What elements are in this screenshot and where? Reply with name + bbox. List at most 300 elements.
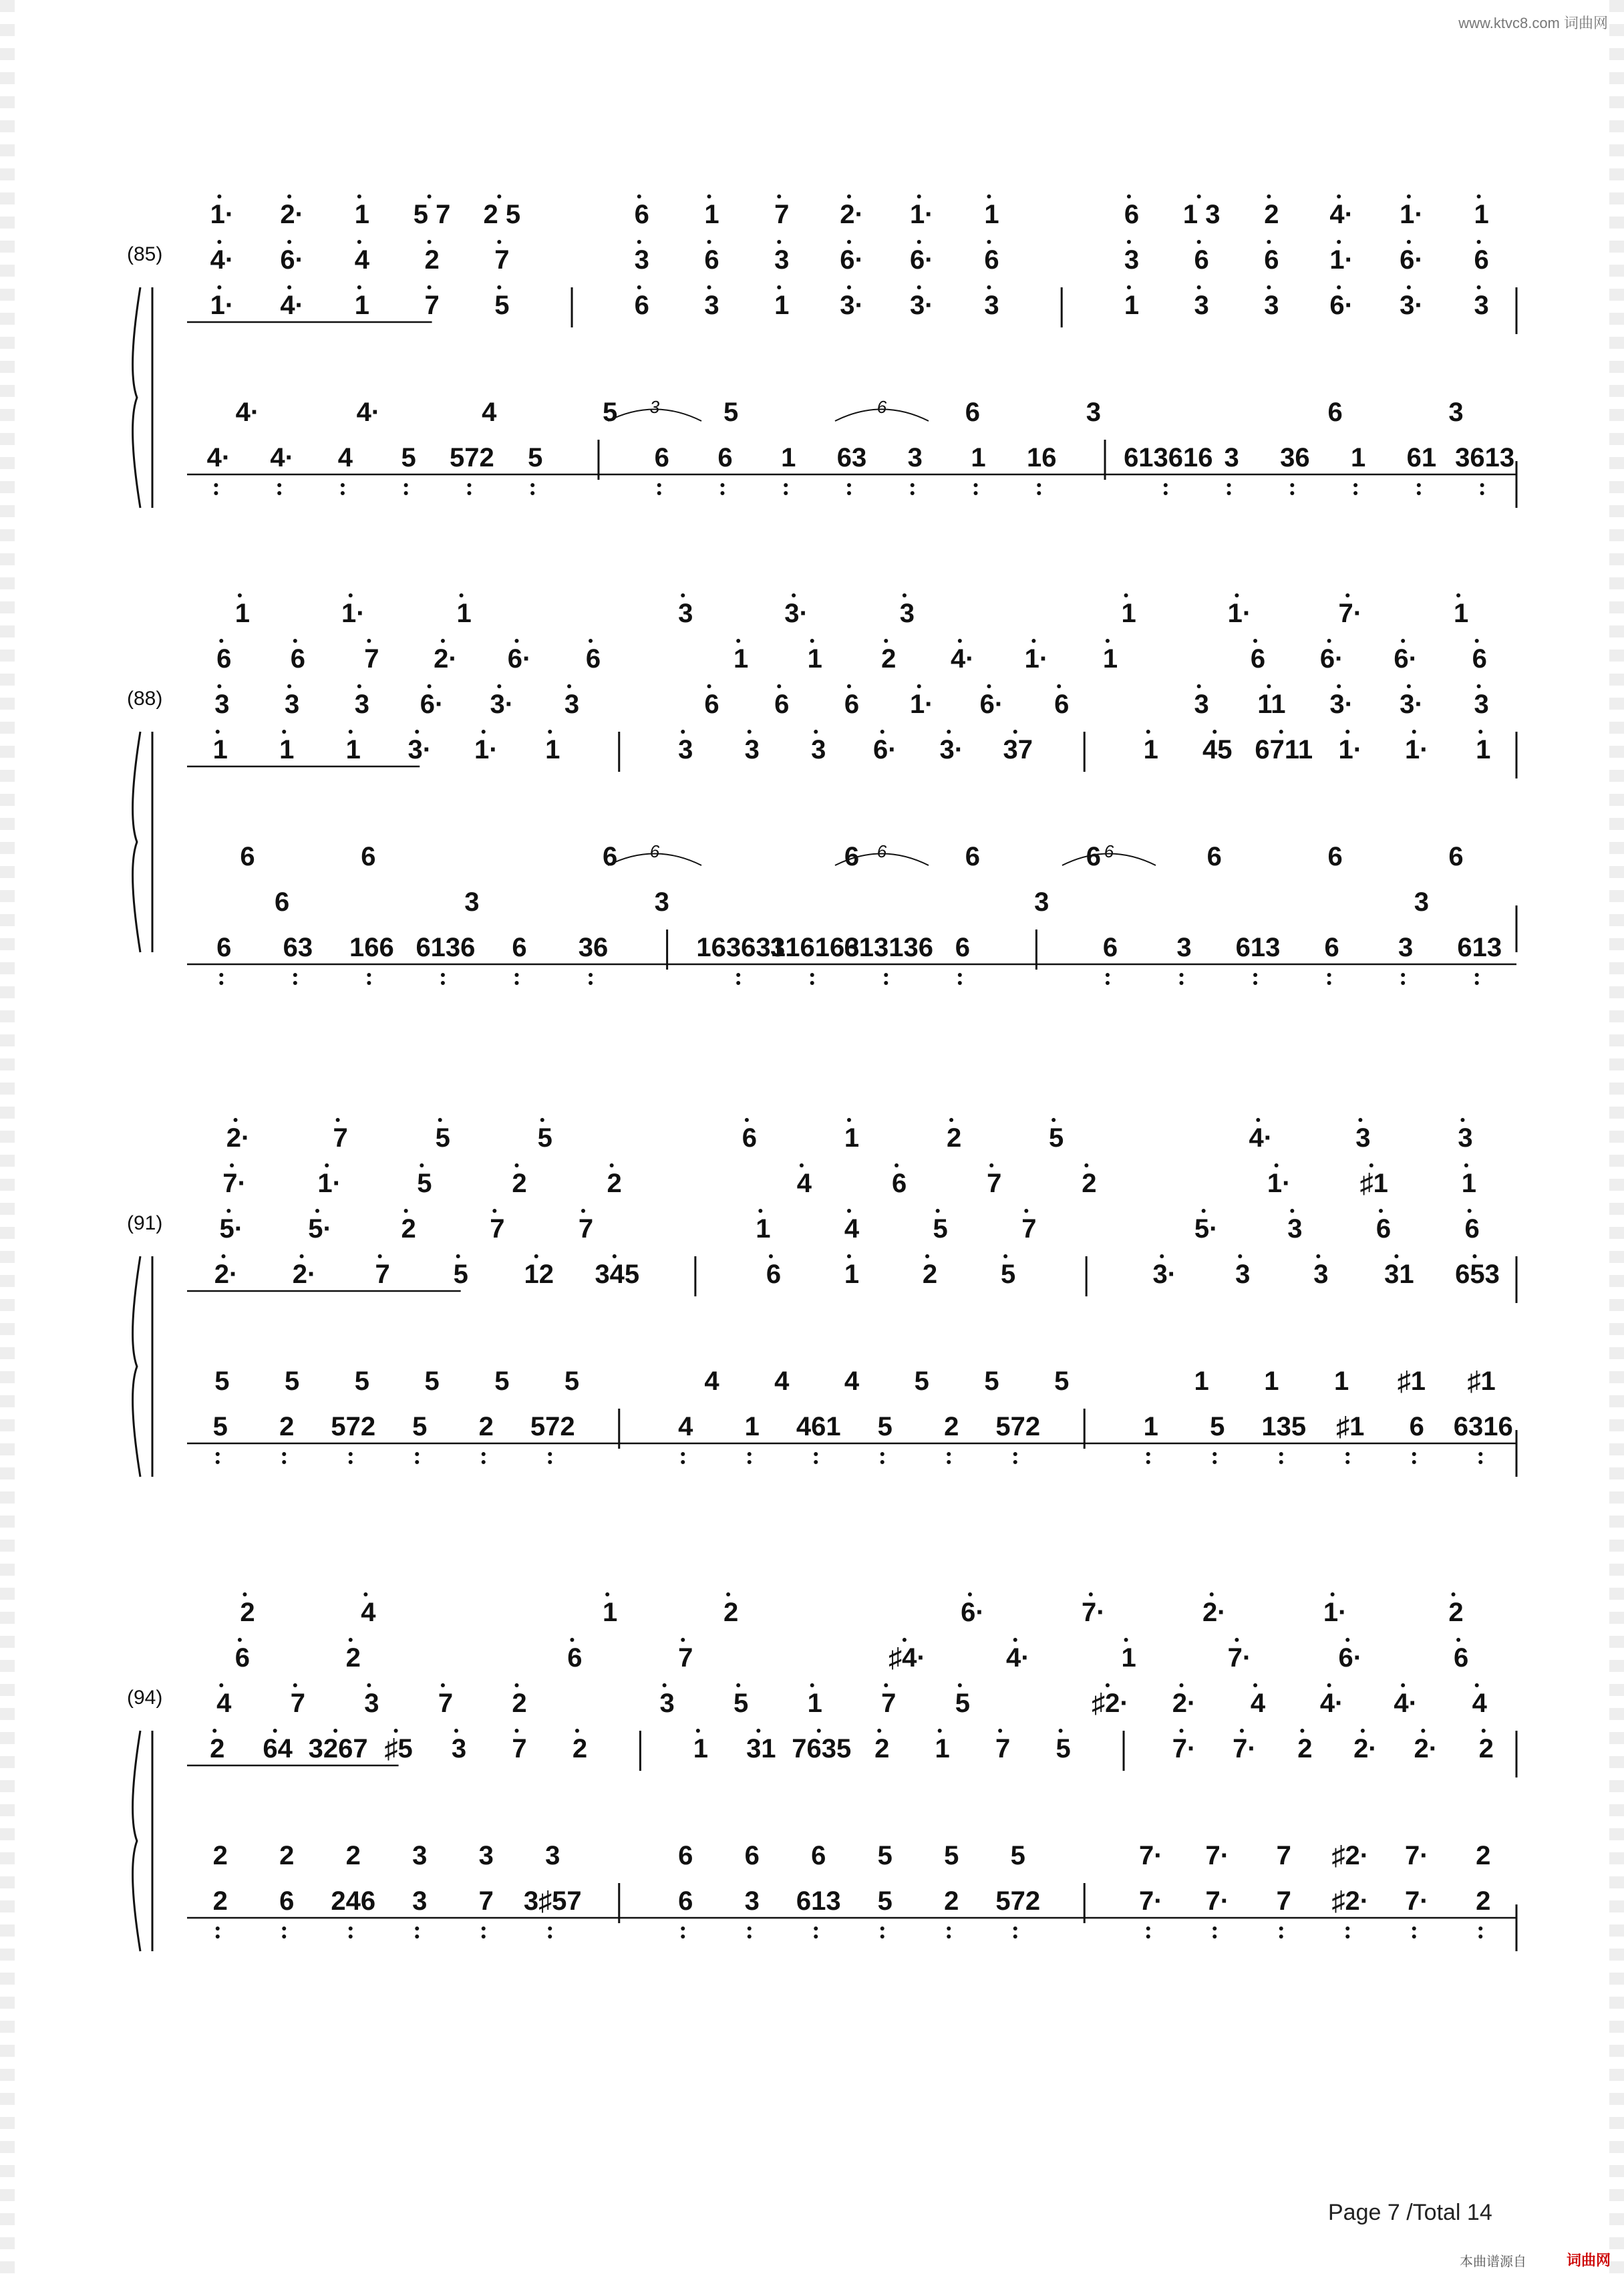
rh-note: 4·	[280, 291, 304, 320]
rh-note: ♯2·	[1092, 1689, 1129, 1718]
rh-note: 1	[844, 1260, 860, 1289]
lh-note: 7·	[1404, 1886, 1429, 1916]
measure-number: (91)	[127, 1212, 163, 1234]
octave-dot	[216, 1926, 220, 1931]
lh-note: ♯2·	[1331, 1886, 1369, 1916]
octave-dot	[1417, 483, 1421, 487]
octave-dot	[1327, 639, 1331, 643]
grand-staff-brace	[133, 1731, 140, 1951]
octave-dot	[947, 1452, 951, 1456]
lh-note: 4	[678, 1412, 693, 1441]
octave-dot	[998, 1729, 1002, 1733]
octave-dot	[363, 1592, 367, 1596]
octave-dot	[880, 1926, 884, 1931]
rh-note: 1	[1102, 644, 1118, 674]
octave-dot	[895, 1163, 899, 1167]
octave-dot	[800, 1163, 804, 1167]
octave-dot	[1327, 981, 1331, 985]
rh-note: 3	[451, 1734, 467, 1763]
rh-note: 1·	[1267, 1169, 1291, 1198]
rh-note: 1	[1453, 599, 1469, 628]
rh-note: 4·	[1005, 1643, 1030, 1673]
octave-dot	[428, 285, 432, 289]
lh-note: 6	[1327, 398, 1343, 427]
rh-note: 7	[364, 644, 379, 674]
octave-dot	[947, 1926, 951, 1931]
octave-dot	[1146, 730, 1150, 734]
rh-note: 3	[1474, 690, 1489, 719]
octave-dot	[1345, 1460, 1349, 1464]
octave-dot	[1475, 1683, 1479, 1687]
octave-dot	[1478, 1926, 1482, 1931]
rh-note: 2·	[1414, 1734, 1438, 1763]
rh-note: 1·	[210, 291, 234, 320]
octave-dot	[681, 1926, 685, 1931]
lh-note: 5	[424, 1367, 440, 1396]
rh-note: 2·	[1353, 1734, 1377, 1763]
rh-note: 3	[678, 735, 693, 764]
measure-number: (94)	[127, 1687, 163, 1709]
rh-note: 3·	[1329, 690, 1353, 719]
rh-note: 1	[1474, 200, 1489, 229]
octave-dot	[1106, 1683, 1110, 1687]
octave-dot	[1412, 1926, 1416, 1931]
octave-dot	[497, 684, 501, 688]
lh-note: 7	[1276, 1841, 1291, 1870]
octave-dot	[219, 639, 223, 643]
octave-dot	[1379, 1209, 1383, 1213]
lh-note: 6	[654, 443, 669, 472]
octave-dot	[1146, 1926, 1150, 1931]
octave-dot	[482, 1926, 486, 1931]
octave-dot	[357, 194, 361, 198]
rh-note: 6	[704, 690, 719, 719]
octave-dot	[567, 684, 571, 688]
octave-dot	[720, 483, 724, 487]
octave-dot	[441, 1683, 445, 1687]
octave-dot	[736, 1683, 740, 1687]
lh-note: 7·	[1138, 1886, 1163, 1916]
octave-dot	[1464, 1163, 1468, 1167]
rh-note: 2·	[1202, 1598, 1227, 1627]
octave-dot	[1345, 1935, 1349, 1939]
octave-dot	[1279, 1452, 1283, 1456]
octave-dot	[748, 1452, 752, 1456]
rh-note: 2	[424, 245, 440, 275]
octave-dot	[748, 1460, 752, 1464]
rh-note: 3·	[909, 291, 934, 320]
octave-dot	[1477, 285, 1481, 289]
octave-dot	[613, 1254, 617, 1258]
lh-note: 5	[412, 1412, 428, 1441]
lh-note: 6	[717, 443, 733, 472]
lh-note: ♯2·	[1331, 1841, 1369, 1870]
lh-note: 5	[564, 1367, 580, 1396]
rh-note: 31	[746, 1734, 776, 1763]
octave-dot	[1180, 1729, 1184, 1733]
octave-dot	[1253, 1683, 1257, 1687]
lh-note: 3613	[1455, 443, 1515, 472]
octave-dot	[777, 194, 781, 198]
rh-note: 4·	[1394, 1689, 1418, 1718]
rh-note: 5	[1055, 1734, 1071, 1763]
octave-dot	[958, 639, 962, 643]
lh-note: 5	[1010, 1841, 1025, 1870]
lh-note: 3	[1448, 398, 1464, 427]
rh-note: 3	[1264, 291, 1279, 320]
lh-note: 1	[1350, 443, 1366, 472]
octave-dot	[349, 1460, 353, 1464]
rh-note: 7	[494, 245, 510, 275]
rh-note: 7·	[1233, 1734, 1257, 1763]
lh-note: 5	[401, 443, 416, 472]
lh-note: 6	[965, 398, 981, 427]
octave-dot	[1279, 730, 1283, 734]
octave-dot	[349, 1935, 353, 1939]
octave-dot	[216, 1935, 220, 1939]
octave-dot	[349, 730, 353, 734]
rh-note: 4·	[210, 245, 234, 275]
octave-dot	[681, 593, 685, 597]
octave-dot	[707, 285, 711, 289]
lh-note: 5	[914, 1367, 929, 1396]
lh-note: 7	[478, 1886, 494, 1916]
octave-dot	[681, 1452, 685, 1456]
rh-note: 6	[1054, 690, 1070, 719]
rh-note: 6	[844, 690, 860, 719]
octave-dot	[287, 194, 291, 198]
octave-dot	[1124, 1638, 1128, 1642]
octave-dot	[1345, 1926, 1349, 1931]
rh-note: 6	[634, 291, 649, 320]
octave-dot	[1456, 1638, 1460, 1642]
octave-dot	[428, 194, 432, 198]
octave-dot	[1256, 1118, 1260, 1122]
octave-dot	[415, 1460, 419, 1464]
rh-note: 3·	[784, 599, 808, 628]
octave-dot	[1197, 285, 1201, 289]
rh-note: 1·	[317, 1169, 342, 1198]
octave-dot	[216, 1460, 220, 1464]
lh-note: 6	[678, 1886, 693, 1916]
octave-dot	[534, 1254, 538, 1258]
lh-note: 6	[216, 933, 232, 962]
octave-dot	[1480, 483, 1484, 487]
rh-note: 3	[659, 1689, 675, 1718]
octave-dot	[1345, 730, 1349, 734]
octave-dot	[707, 684, 711, 688]
lh-note: 6	[275, 887, 290, 917]
octave-dot	[1300, 1729, 1304, 1733]
lh-note: 1	[1194, 1367, 1209, 1396]
octave-dot	[1337, 285, 1341, 289]
rh-note: 1	[354, 291, 369, 320]
octave-dot	[548, 1935, 552, 1939]
rh-note: ♯5	[384, 1734, 413, 1763]
octave-dot	[570, 1638, 574, 1642]
octave-dot	[293, 639, 297, 643]
octave-dot	[847, 240, 851, 244]
octave-dot	[748, 1926, 752, 1931]
octave-dot	[681, 1460, 685, 1464]
octave-dot	[681, 1935, 685, 1939]
lh-note: 3	[1176, 933, 1192, 962]
octave-dot	[515, 639, 519, 643]
rh-note: 7	[678, 1643, 693, 1673]
octave-dot	[460, 593, 464, 597]
octave-dot	[758, 1209, 762, 1213]
rh-note: 1	[603, 1598, 618, 1627]
rh-note: 6·	[961, 1598, 985, 1627]
octave-dot	[1412, 1460, 1416, 1464]
octave-dot	[404, 491, 408, 495]
octave-dot	[817, 1729, 821, 1733]
lh-note: 2	[944, 1412, 959, 1441]
octave-dot	[277, 483, 281, 487]
grand-staff-brace	[133, 287, 140, 508]
octave-dot	[336, 1118, 340, 1122]
octave-dot	[696, 1729, 700, 1733]
rh-note: 2	[1264, 200, 1279, 229]
octave-dot	[1197, 194, 1201, 198]
rh-note: 7·	[1082, 1598, 1106, 1627]
octave-dot	[657, 491, 661, 495]
octave-dot	[748, 1935, 752, 1939]
rh-note: 1	[734, 644, 749, 674]
lh-note: 5	[603, 398, 618, 427]
rh-note: 6	[766, 1260, 782, 1289]
lh-note: 3	[412, 1886, 428, 1916]
octave-dot	[1477, 240, 1481, 244]
octave-dot	[736, 981, 740, 985]
lh-note: 3♯57	[523, 1886, 582, 1916]
octave-dot	[989, 1163, 993, 1167]
rh-note: 1	[1121, 1643, 1136, 1673]
rh-note: 3	[634, 245, 649, 275]
octave-dot	[282, 1926, 286, 1931]
octave-dot	[282, 1935, 286, 1939]
lh-note: 3	[412, 1841, 428, 1870]
lh-note: 5	[877, 1841, 892, 1870]
octave-dot	[1407, 285, 1411, 289]
rh-note: 7	[424, 291, 440, 320]
octave-dot	[1316, 1254, 1320, 1258]
lh-note: 5	[877, 1412, 892, 1441]
octave-dot	[1146, 1460, 1150, 1464]
rh-note: 1·	[1323, 1598, 1347, 1627]
rh-note: 2·	[226, 1123, 251, 1153]
octave-dot	[974, 491, 978, 495]
lh-note: 6	[1448, 842, 1464, 871]
tuplet-number: 3	[649, 397, 660, 417]
tuplet-number: 6	[876, 397, 887, 417]
octave-dot	[1013, 730, 1017, 734]
rh-note: 6·	[979, 690, 1004, 719]
octave-dot	[958, 981, 962, 985]
rh-note: 7	[881, 1689, 897, 1718]
rh-note: 1·	[474, 735, 498, 764]
lh-note: 3	[545, 1841, 560, 1870]
lh-note: 246	[331, 1886, 376, 1916]
octave-dot	[769, 1254, 773, 1258]
lh-note: 5	[214, 1367, 230, 1396]
octave-dot	[1407, 194, 1411, 198]
octave-dot	[1164, 491, 1168, 495]
octave-dot	[1106, 973, 1110, 977]
octave-dot	[1267, 684, 1271, 688]
lh-note: 4·	[206, 443, 231, 472]
rh-note: 2	[345, 1643, 361, 1673]
octave-dot	[726, 1592, 730, 1596]
octave-dot	[219, 1683, 223, 1687]
lh-note: 6	[512, 933, 527, 962]
octave-dot	[1401, 639, 1405, 643]
octave-dot	[1421, 1729, 1425, 1733]
rh-note: 6	[984, 245, 999, 275]
octave-dot	[214, 491, 218, 495]
octave-dot	[947, 1935, 951, 1939]
rh-note: 6·	[1329, 291, 1353, 320]
octave-dot	[1037, 483, 1041, 487]
grand-staff-brace	[133, 732, 140, 952]
octave-dot	[497, 285, 501, 289]
rh-note: 6·	[909, 245, 934, 275]
lh-note: 613	[1235, 933, 1281, 962]
octave-dot	[394, 1729, 398, 1733]
rh-note: 6·	[840, 245, 864, 275]
octave-dot	[1337, 240, 1341, 244]
rh-note: 7	[290, 1689, 305, 1718]
rh-note: 6	[290, 644, 305, 674]
lh-note: 36	[1280, 443, 1310, 472]
rh-note: 7·	[1227, 1643, 1252, 1673]
lh-note: ♯1	[1467, 1367, 1496, 1396]
octave-dot	[467, 483, 471, 487]
lh-note: 2	[478, 1412, 494, 1441]
octave-dot	[663, 1683, 667, 1687]
rh-note: 6	[1453, 1643, 1469, 1673]
octave-dot	[540, 1118, 544, 1122]
octave-dot	[378, 1254, 382, 1258]
rh-note: 5	[933, 1214, 948, 1244]
rh-note: 2·	[1172, 1689, 1196, 1718]
rh-note: 7	[375, 1260, 390, 1289]
rh-note: 5	[1000, 1260, 1016, 1289]
octave-dot	[748, 730, 752, 734]
octave-dot	[515, 973, 519, 977]
rh-note: 3	[774, 245, 790, 275]
octave-dot	[810, 973, 814, 977]
lh-note: 7·	[1404, 1841, 1429, 1870]
octave-dot	[745, 1118, 749, 1122]
octave-dot	[1197, 684, 1201, 688]
rh-note: 6	[567, 1643, 583, 1673]
octave-dot	[938, 1729, 942, 1733]
rh-note: 6711	[1255, 735, 1313, 764]
octave-dot	[1482, 1729, 1486, 1733]
grand-staff-brace	[133, 1256, 140, 1477]
lh-note: 572	[995, 1886, 1041, 1916]
rh-note: 5·	[219, 1214, 244, 1244]
lh-note: 3	[1034, 887, 1049, 917]
octave-dot	[847, 1118, 851, 1122]
rh-note: 1	[345, 735, 361, 764]
octave-dot	[415, 1452, 419, 1456]
rh-note: 4	[844, 1214, 860, 1244]
rh-note: 3·	[408, 735, 432, 764]
rh-note: 2	[922, 1260, 938, 1289]
lh-note: 5	[723, 398, 739, 427]
lh-note: 61	[1406, 443, 1437, 472]
rh-note: 7	[578, 1214, 594, 1244]
octave-dot	[428, 240, 432, 244]
rh-note: 4	[216, 1689, 232, 1718]
octave-dot	[1345, 1638, 1349, 1642]
rh-note: 3·	[939, 735, 964, 764]
octave-dot	[1331, 1592, 1335, 1596]
rh-note: 4	[1250, 1689, 1266, 1718]
octave-dot	[482, 1452, 486, 1456]
octave-dot	[1267, 285, 1271, 289]
octave-dot	[1290, 491, 1294, 495]
octave-dot	[917, 194, 921, 198]
rh-note: 2	[1478, 1734, 1494, 1763]
tuplet-number: 6	[876, 841, 887, 861]
lh-note: 3	[654, 887, 669, 917]
octave-dot	[911, 491, 915, 495]
octave-dot	[441, 639, 445, 643]
octave-dot	[637, 240, 641, 244]
lh-note: 4	[482, 398, 497, 427]
rh-note: 6·	[420, 690, 444, 719]
octave-dot	[589, 973, 593, 977]
rh-note: 6	[1375, 1214, 1392, 1244]
octave-dot	[1212, 1926, 1216, 1931]
octave-dot	[1279, 1935, 1283, 1939]
octave-dot	[1124, 593, 1128, 597]
octave-dot	[605, 1592, 609, 1596]
octave-dot	[1475, 639, 1479, 643]
octave-dot	[300, 1254, 304, 1258]
octave-dot	[1275, 1163, 1279, 1167]
octave-dot	[293, 981, 297, 985]
octave-dot	[1127, 240, 1131, 244]
rh-note: 2	[1297, 1734, 1313, 1763]
octave-dot	[548, 1926, 552, 1931]
lh-note: 1	[1143, 1412, 1158, 1441]
octave-dot	[581, 1209, 585, 1213]
rh-note: 2	[512, 1169, 527, 1198]
octave-dot	[367, 639, 371, 643]
lh-note: 6	[744, 1841, 760, 1870]
octave-dot	[903, 1638, 907, 1642]
lh-note: 36	[578, 933, 609, 962]
octave-dot	[847, 1254, 851, 1258]
octave-dot	[216, 730, 220, 734]
octave-dot	[1407, 240, 1411, 244]
octave-dot	[1235, 593, 1239, 597]
rh-note: 7	[995, 1734, 1011, 1763]
lh-note: 6	[844, 842, 860, 871]
octave-dot	[1084, 1163, 1088, 1167]
rh-note: 3·	[1400, 690, 1424, 719]
octave-dot	[1127, 194, 1131, 198]
octave-dot	[212, 1729, 216, 1733]
rh-note: 3	[214, 690, 230, 719]
rh-note: 3	[1474, 291, 1489, 320]
octave-dot	[1478, 1935, 1482, 1939]
octave-dot	[987, 194, 991, 198]
